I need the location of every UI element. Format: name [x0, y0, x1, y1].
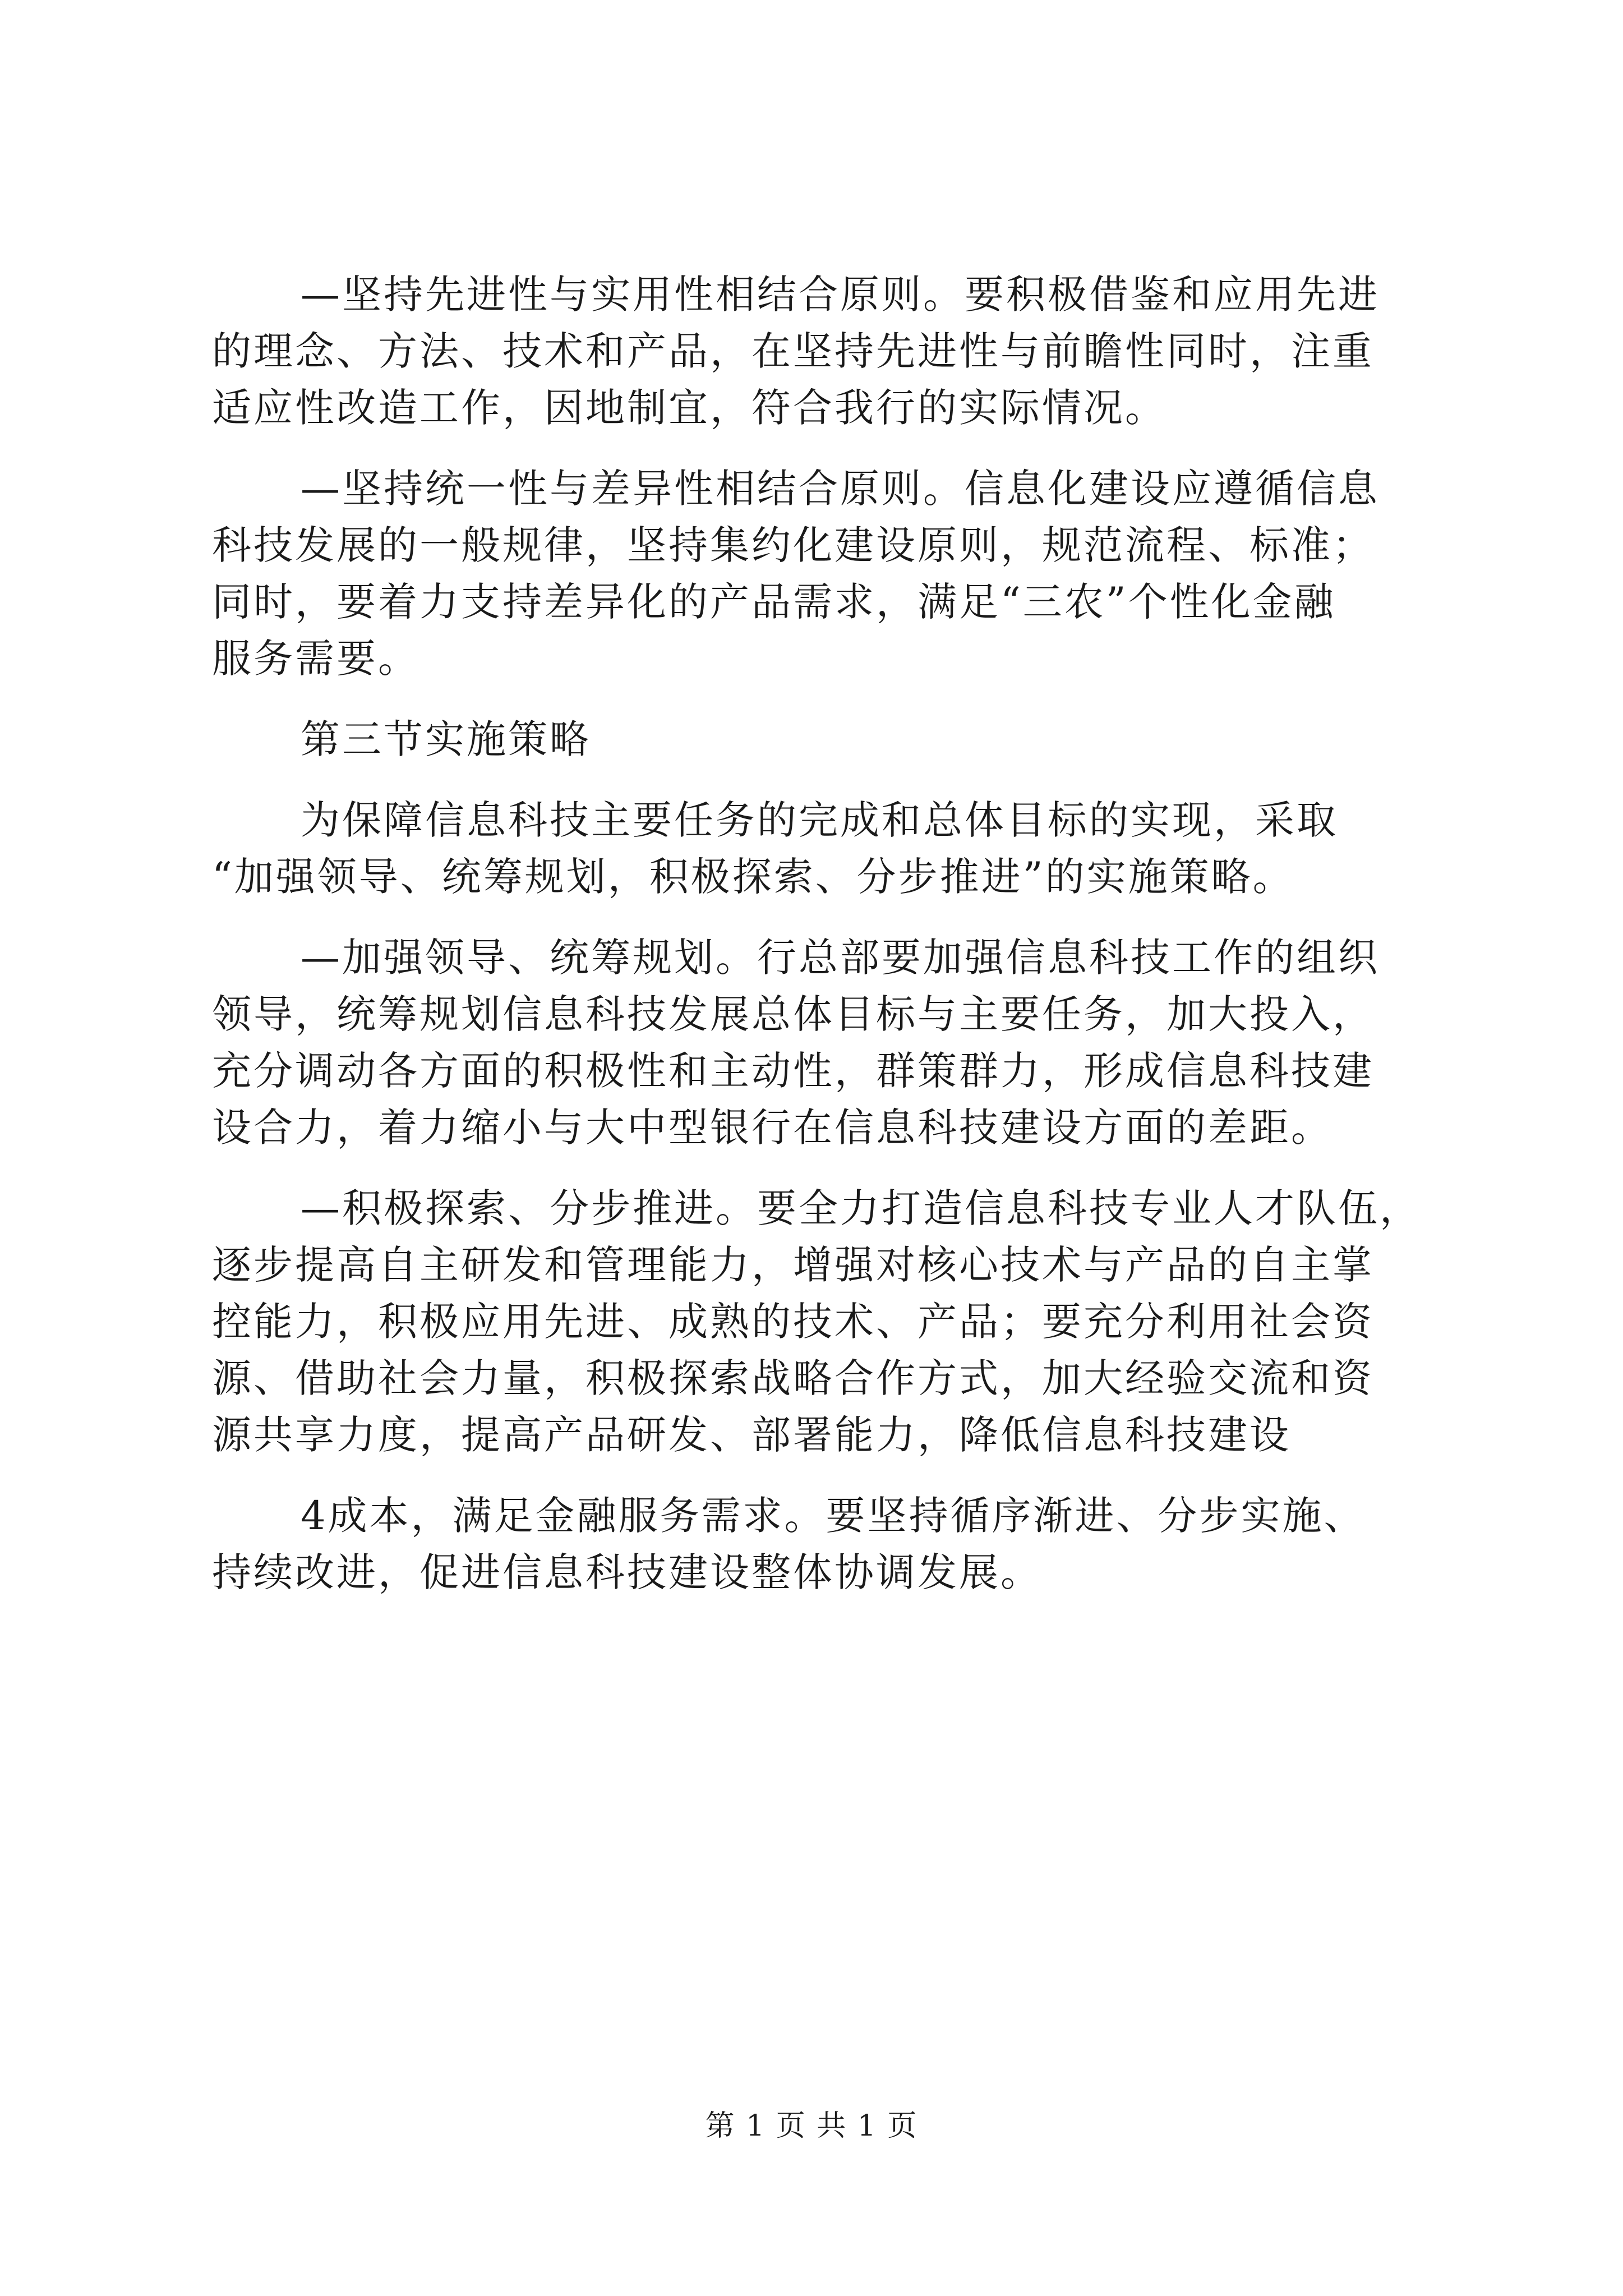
paragraph-line: 领导，统筹规划信息科技发展总体目标与主要任务，加大投入， — [212, 991, 1374, 1037]
paragraph-cost-continuation — [212, 1488, 1426, 1601]
paragraph-principle-unity-difference — [212, 461, 1426, 687]
paragraph-line: 控能力，积极应用先进、成熟的技术、产品；要充分利用社会资 — [212, 1299, 1374, 1345]
paragraph-strengthen-leadership — [212, 930, 1426, 1156]
paragraph-line: 逐步提高自主研发和管理能力，增强对核心技术与产品的自主掌 — [212, 1242, 1374, 1288]
paragraph-line: 持续改进，促进信息科技建设整体协调发展。 — [212, 1549, 1042, 1595]
paragraph-line: 设合力，着力缩小与大中型银行在信息科技建设方面的差距。 — [212, 1105, 1332, 1151]
paragraph-line: 源共享力度，提高产品研发、部署能力，降低信息科技建设 — [212, 1412, 1291, 1458]
paragraph-line: 同时，要着力支持差异化的产品需求，满足“三农”个性化金融 — [212, 579, 1336, 625]
paragraph-strategy-intro — [212, 792, 1426, 905]
section-title: 第三节实施策略 — [301, 716, 591, 762]
section-heading — [212, 711, 1426, 768]
paragraph-line: 为保障信息科技主要任务的完成和总体目标的实现，采取 — [301, 797, 1338, 843]
paragraph-explore-advance — [212, 1180, 1426, 1464]
paragraph-line: 的理念、方法、技术和产品，在坚持先进性与前瞻性同时，注重 — [212, 328, 1374, 374]
paragraph-principle-advanced-practical — [212, 266, 1426, 436]
paragraph-line: —坚持统一性与差异性相结合原则。信息化建设应遵循信息 — [301, 466, 1380, 512]
paragraph-line: 4成本，满足金融服务需求。要坚持循序渐进、分步实施、 — [301, 1493, 1366, 1539]
document-body — [212, 266, 1426, 1625]
paragraph-line: —积极探索、分步推进。要全力打造信息科技专业人才队伍， — [301, 1185, 1421, 1231]
page-number-footer: 第 1 页 共 1 页 — [705, 2109, 918, 2143]
paragraph-line: 服务需要。 — [212, 636, 419, 682]
paragraph-line: —加强领导、统筹规划。行总部要加强信息科技工作的组织 — [301, 935, 1380, 981]
paragraph-line: “加强领导、统筹规划，积极探索、分步推进”的实施策略。 — [212, 854, 1294, 900]
paragraph-line: 源、借助社会力量，积极探索战略合作方式，加大经验交流和资 — [212, 1355, 1374, 1401]
paragraph-line: —坚持先进性与实用性相结合原则。要积极借鉴和应用先进 — [301, 272, 1380, 318]
paragraph-line: 充分调动各方面的积极性和主动性，群策群力，形成信息科技建 — [212, 1048, 1374, 1094]
paragraph-line: 适应性改造工作，因地制宜，符合我行的实际情况。 — [212, 385, 1166, 431]
paragraph-line: 科技发展的一般规律，坚持集约化建设原则，规范流程、标准； — [212, 522, 1374, 568]
